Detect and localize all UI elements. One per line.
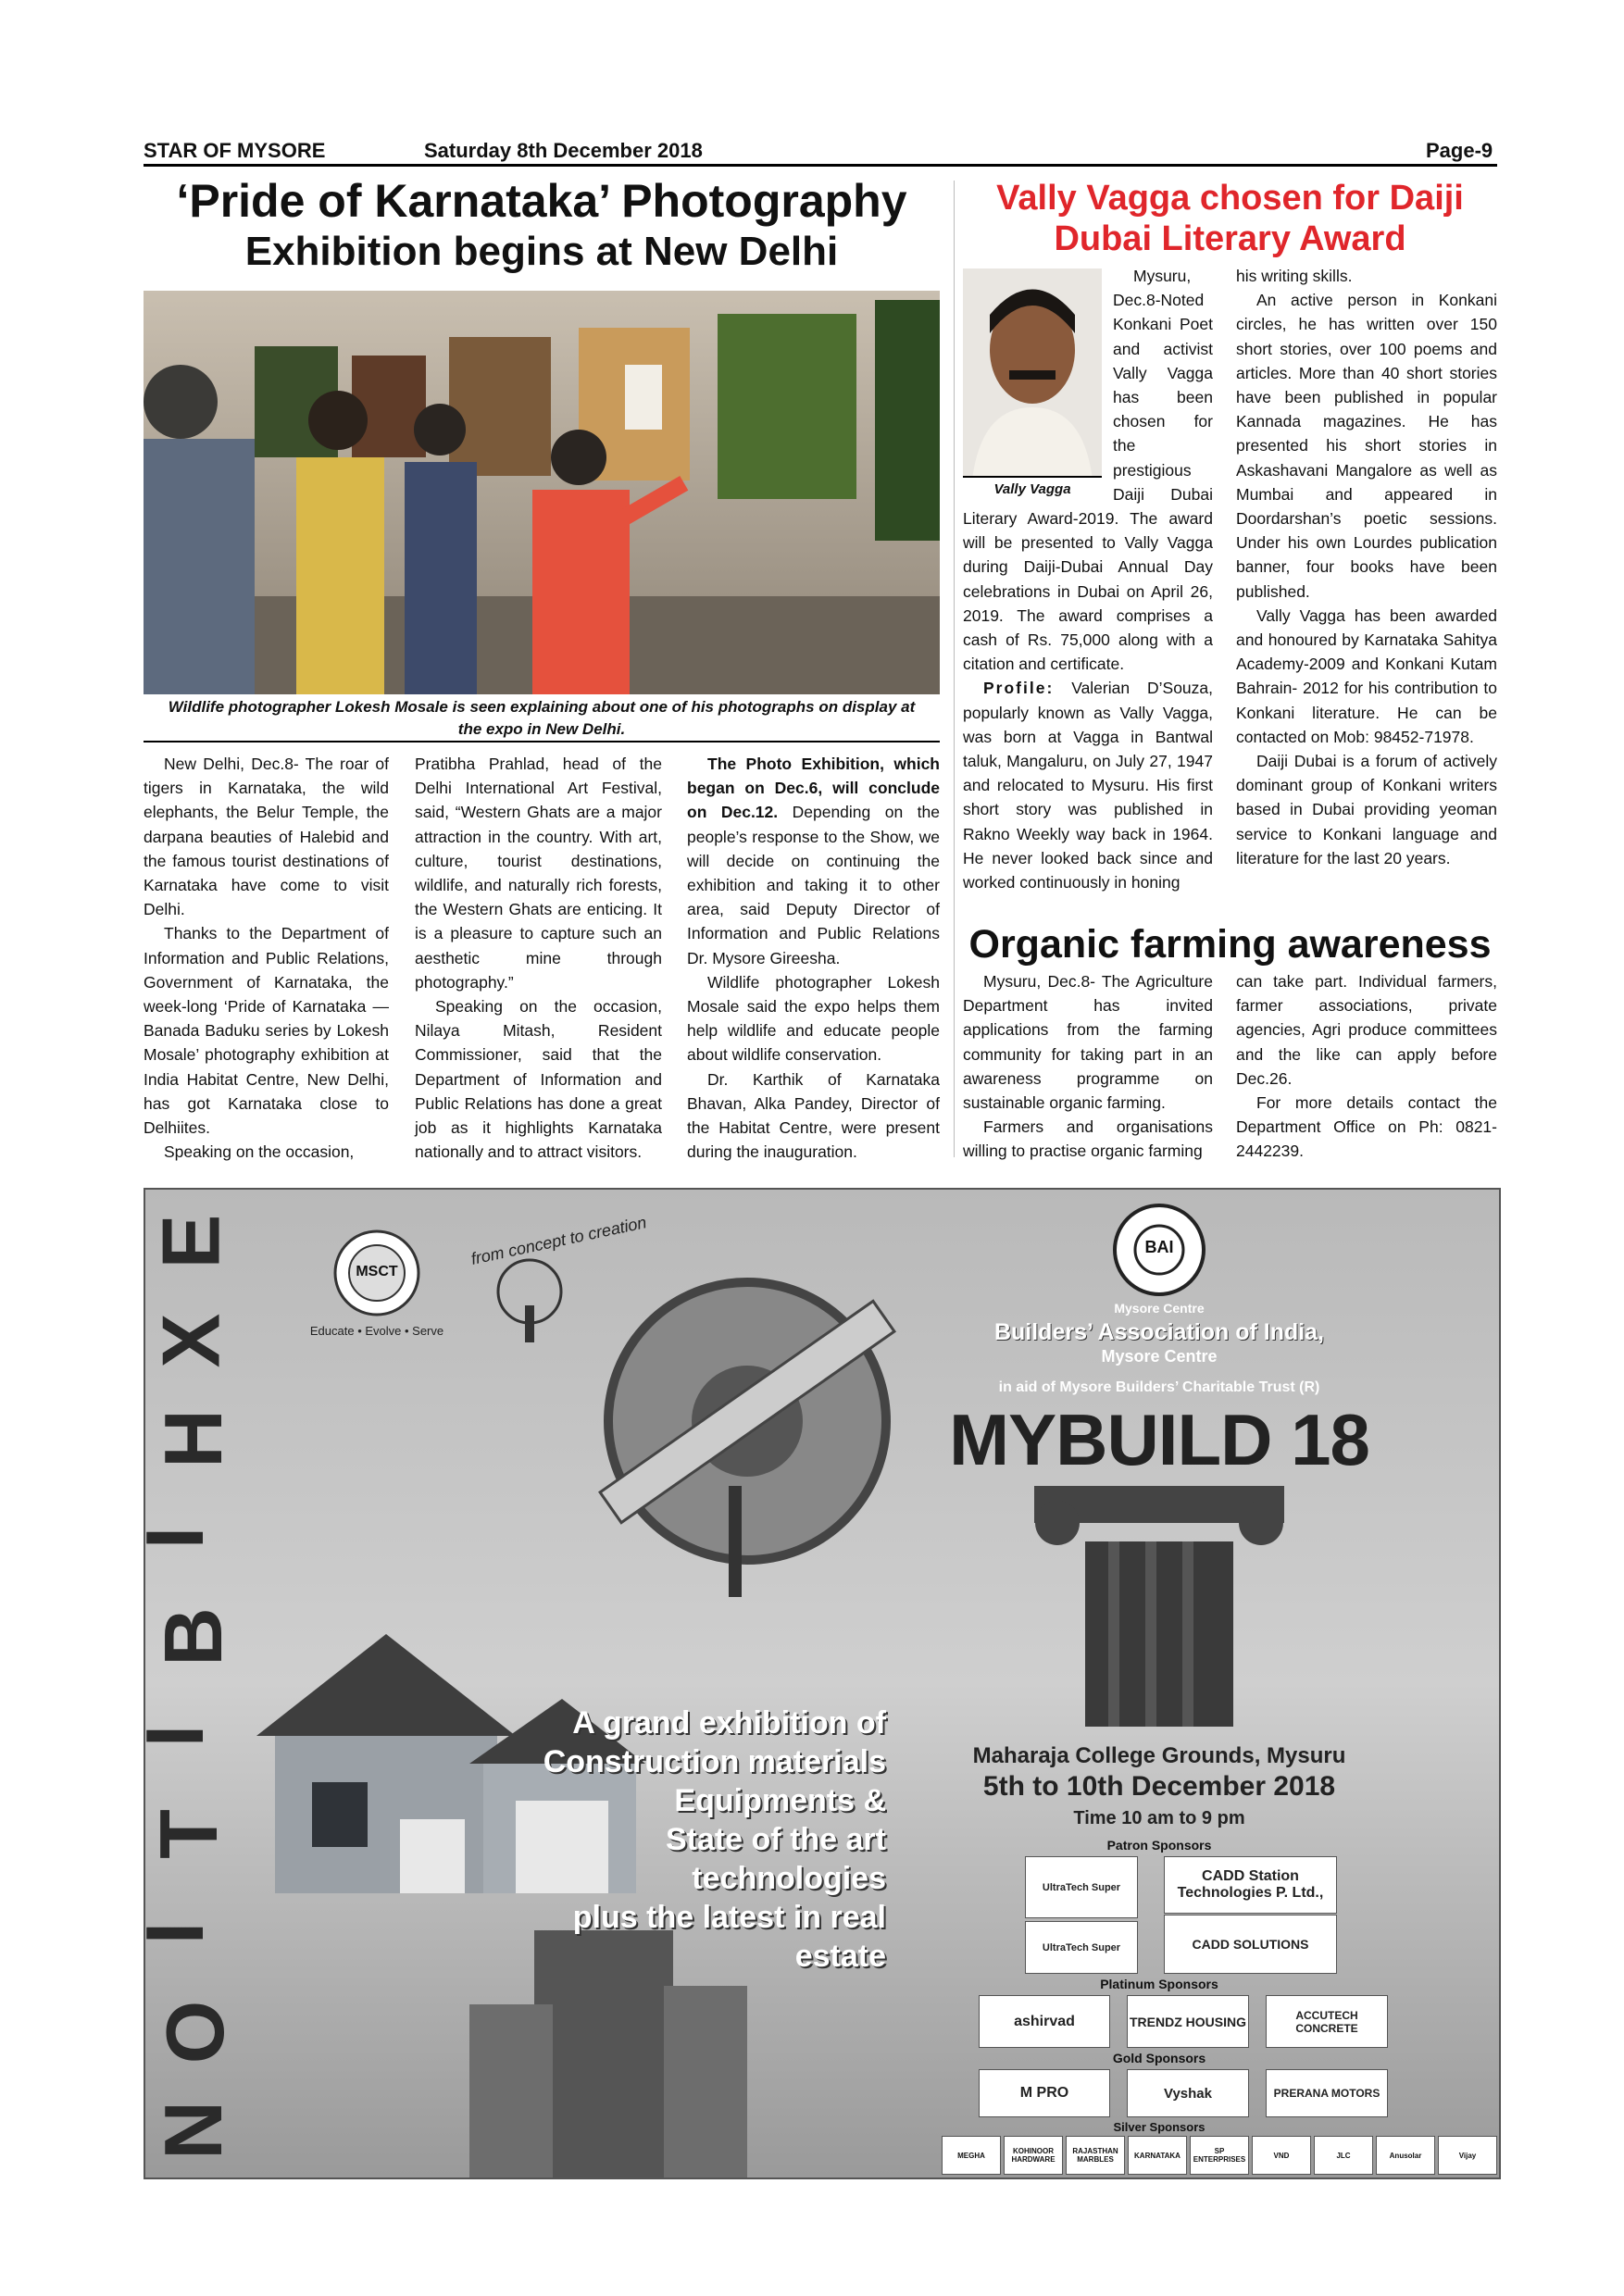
mysore-centre-label: Mysore Centre [1114,1301,1205,1316]
gold-sponsors-label: Gold Sponsors [1112,2051,1206,2065]
story2-headline-line2: Dubai Literary Award [1054,219,1406,258]
story3-col1-para1: Mysuru, Dec.8- The Agriculture Department has invited applications from the farming community for taking part in an awareness programme on sustainable organic farming. [963,972,1213,1113]
sponsor-logo: PRERANA MOTORS [1266,2069,1388,2117]
story1-col3-para1 [687,752,940,970]
exhibition-vertical-word [129,1190,247,2177]
story1-column2 [415,752,662,1164]
event-title: MYBUILD 18 [949,1399,1369,1480]
story2-column1 [963,264,1213,894]
msct-logo-ring-text: MSCT [356,1264,398,1279]
story1-col3-para2: Wildlife photographer Lokesh Mosale said the expo helps them help wildlife and educate people about wildlife conservation. [687,972,940,1065]
story3-col1-para2: Farmers and organisations willing to practise organic farming [963,1117,1213,1161]
story1-headline-line1: ‘Pride of Karnataka’ Photography [176,175,907,227]
exhibition-photo [144,291,940,694]
vertical-letter: I [129,1526,221,1550]
sponsor-logo: CADD Station Technologies P. Ltd., [1164,1856,1337,1914]
vertical-letter: T [142,1809,234,1860]
vertical-letter: O [149,2000,242,2064]
masthead-date: Saturday 8th December 2018 [424,139,703,162]
header-rule [144,164,1497,167]
story1-col3-para1-rest: Depending on the people’s response to the Show, we will decide on continuing the exhibition and taking it to other area, said Deputy Director of Information and Public Relations Dr. Mysore Gireesha. [687,803,940,967]
story2-column2 [1236,264,1497,870]
bai-logo-text: BAI [1144,1238,1174,1256]
vertical-letter: E [144,1214,237,1269]
story1-column1 [144,752,389,1164]
story3-column1 [963,969,1213,1164]
story2-col2-para3: Vally Vagga has been awarded and honoured by Karnataka Sahitya Academy-2009 and Konkani Kutam Bahrain- 2012 for his contribution to Konkani literature. He can be contacted on Mob: 98452-71978. [1236,605,1497,746]
pitch-line: Construction materials [543,1744,886,1779]
sponsor-logo: CADD SOLUTIONS [1164,1915,1337,1974]
photo-caption: Wildlife photographer Lokesh Mosale is seen explaining about one of his photographs on display at the expo in New Delhi. [168,698,916,738]
story1-col1-para3: Speaking on the occasion, [164,1142,355,1162]
story2-col1-para2 [963,676,1213,894]
story2-headline-line1: Vally Vagga chosen for Daiji [996,179,1464,218]
story1-col3-para3: Dr. Karthik of Karnataka Bhavan, Alka Pandey, Director of the Habitat Centre, were present during the inauguration. [687,1069,940,1162]
vertical-letter: X [144,1313,237,1368]
profile-text: Valerian D’Souza, popularly known as Vally Vagga, was born at Vagga in Bantwal taluk, Mangaluru, on July 27, 1947 and relocated to Mysuru. His first short story was published in Rakno Weekly way back in 1964. He never looked back since and worked continuously in honing [963,679,1213,892]
msct-logo-motto: Educate • Evolve • Serve [309,1324,444,1338]
sponsor-logo: JLC [1314,2136,1373,2175]
story1-col1-para2: Thanks to the Department of Information and Public Relations, Government of Karnataka, the week-long ‘Pride of Karnataka — Banada Baduku series by Lokesh Mosale’ photography exhibition at India Habitat Centre, New Delhi, has got Karnataka close to Delhiites. [144,924,389,1138]
pitch-line: State of the art technologies [665,1822,886,1896]
pitch-line: A grand exhibition of [572,1705,886,1741]
vertical-letter: B [146,1607,239,1666]
pitch-text [479,1703,886,1976]
silver-sponsor-grid [942,2136,1497,2175]
sponsor-logo: Vyshak [1127,2069,1249,2117]
masthead-page-number: Page-9 [1426,139,1493,162]
sponsor-logo: TRENDZ HOUSING [1127,1995,1249,2048]
vertical-letter: H [146,1409,239,1469]
story3-col2-para2: For more details contact the Department Office on Ph: 0821-2442239. [1236,1093,1497,1161]
sponsor-logo: RAJASTHAN MARBLES [1066,2136,1125,2175]
sponsor-logo: ashirvad [979,1995,1110,2048]
story3-column2 [1236,969,1497,1164]
column-divider [954,181,955,1157]
story1-col2-para1: Pratibha Prahlad, head of the Delhi International Art Festival, said, “Western Ghats are a major attraction in the country. With art, culture, tourist destinations, wildlife, and naturally rich forests, the Western Ghats are enticing. It is a pleasure to capture such an aesthetic mine through photography.” [415,755,662,992]
vertical-letter: I [129,1921,221,1945]
vertical-letter: I [129,1724,221,1747]
ionic-column-illustration [1034,1486,1284,1736]
story2-col2-para2: An active person in Konkani circles, he has written over 150 short stories, over 100 poems and articles. More than 40 short stories have been published in popular Kannada magazines. He has presented his short stories in Askashavani Mangalore as well as Mumbai and appeared in Doordarshan’s poetic sessions. Under his own Lourdes publication banner, four books have been published. [1236,291,1497,601]
sponsor-logo: Vijay [1438,2136,1497,2175]
sponsor-logo: M PRO [979,2069,1110,2117]
photo-label: Vally Vagga [963,476,1102,502]
platinum-sponsors-label: Platinum Sponsors [1100,1977,1218,1991]
story2-col2-para1: his writing skills. [1236,267,1353,285]
sponsor-logo: KOHINOOR HARDWARE [1004,2136,1063,2175]
event-dates: 5th to 10th December 2018 [982,1771,1336,1802]
story1-col2-para2: Speaking on the occasion, Nilaya Mitash, Resident Commissioner, said that the Department of Information and Public Relations has done a great job as it highlights Karnataka nationally and to attract visitors. [415,997,662,1162]
story3-col2-para1: can take part. Individual farmers, farmer associations, private agencies, Agri produce committees and the like can apply before Dec.26. [1236,972,1497,1088]
story1-col1-para1: New Delhi, Dec.8- The roar of tigers in Karnataka, the wild elephants, the Belur Temple, the darpana beauties of Halebid and the famous tourist destinations of Karnataka have come to visit Delhi. [144,755,389,919]
event-time: Time 10 am to 9 pm [1073,1808,1245,1828]
story2-col1-para1: Mysuru, Dec.8-Noted Konkani Poet and activist Vally Vagga has been chosen for the prestigious Daiji Dubai Literary Award-2019. The award will be presented to Vally Vagga during Daiji-Dubai Annual Day celebrations in Dubai on April 26, 2019. The award comprises a cash of Rs. 75,000 along with a citation and certificate. [963,267,1213,674]
sponsor-logo: UltraTech Super [1025,1856,1138,1918]
pitch-line: plus the latest in real estate [572,1900,886,1974]
sponsor-logo: MEGHA [942,2136,1001,2175]
pitch-line: Equipments & [674,1783,886,1818]
caption-rule [144,741,940,742]
story1-headline-line2: Exhibition begins at New Delhi [244,229,839,274]
sponsor-logo: VND [1252,2136,1311,2175]
vertical-letter: N [146,2101,239,2161]
association-centre: Mysore Centre [1101,1347,1218,1366]
sponsor-logo: ACCUTECH CONCRETE [1266,1995,1388,2048]
mybuild-advertisement [129,1188,1501,2179]
story2-col2-para4: Daiji Dubai is a forum of actively dominant group of Konkani writers based in Dubai providing yeoman service to Konkani language and literature for the last 20 years. [1236,752,1497,867]
sponsor-logo: UltraTech Super [1025,1921,1138,1974]
silver-sponsors-label: Silver Sponsors [1113,2120,1206,2134]
masthead-paper-name: STAR OF MYSORE [144,139,326,162]
association-name: Builders’ Association of India, [993,1319,1325,1345]
trust-line: in aid of Mysore Builders’ Charitable Trust (R) [998,1379,1320,1395]
vally-vagga-photo [963,268,1102,502]
profile-label: Profile: [983,679,1055,698]
construction-tools-illustration [543,1208,951,1616]
story1-col3-bold-lead: The Photo Exhibition, which began on Dec.6, will conclude on Dec.12. [687,755,940,822]
patron-sponsors-label: Patron Sponsors [1106,1838,1212,1853]
sponsor-logo: KARNATAKA [1128,2136,1187,2175]
story1-column3 [687,752,940,1164]
concept-tagline: from concept to creation [468,1213,648,1268]
story3-headline: Organic farming awareness [968,922,1492,967]
sponsor-logo: SP ENTERPRISES [1190,2136,1249,2175]
sponsor-logo: Anusolar [1376,2136,1435,2175]
venue: Maharaja College Grounds, Mysuru [972,1743,1346,1768]
